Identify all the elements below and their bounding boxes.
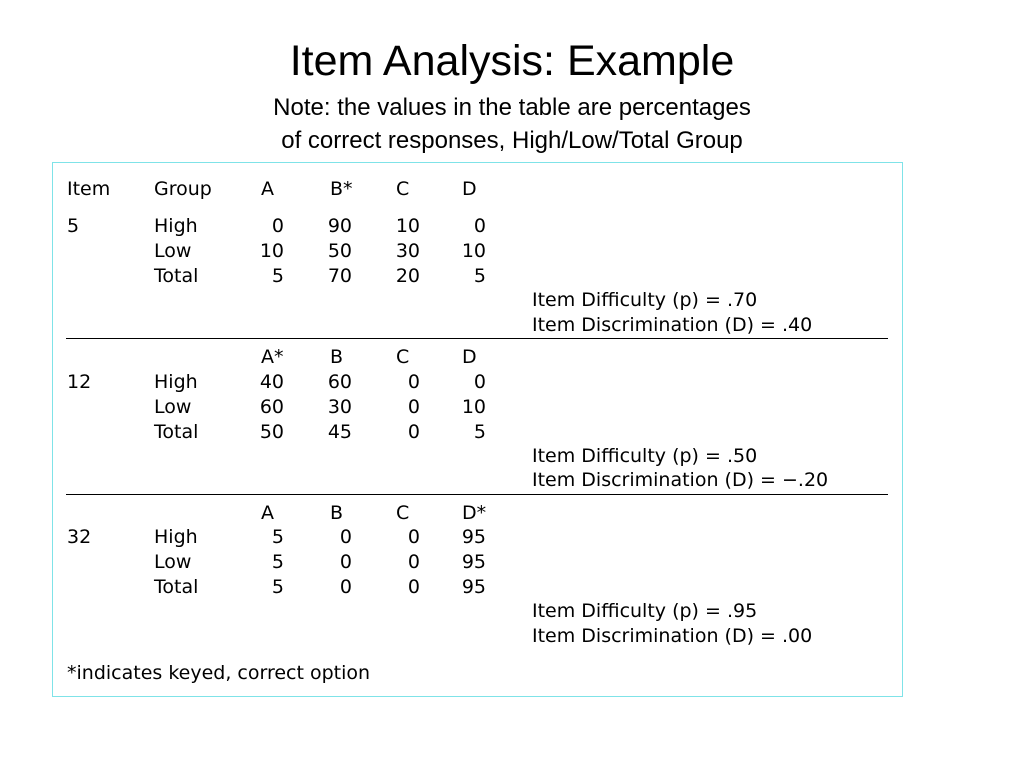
value-b: 0	[339, 576, 352, 598]
value-c: 0	[407, 576, 420, 598]
value-c: 30	[395, 240, 420, 262]
value-a: 40	[259, 371, 284, 393]
value-d: 5	[473, 265, 486, 287]
option-label-d: D*	[462, 502, 487, 524]
value-c: 0	[407, 421, 420, 443]
group-label: High	[154, 215, 198, 237]
value-b: 0	[339, 526, 352, 548]
item-number: 12	[67, 371, 92, 393]
value-c: 0	[407, 396, 420, 418]
item-difficulty: Item Difficulty (p) = .70	[532, 289, 758, 311]
option-label-d: D	[462, 346, 477, 368]
header-option-c: C	[396, 178, 410, 200]
value-a: 10	[259, 240, 284, 262]
footnote: *indicates keyed, correct option	[67, 662, 371, 684]
option-label-c: C	[396, 346, 410, 368]
block-divider	[66, 338, 888, 339]
value-a: 5	[271, 265, 284, 287]
note-line-2: of correct responses, High/Low/Total Group	[281, 127, 743, 154]
value-a: 5	[271, 551, 284, 573]
value-c: 20	[395, 265, 420, 287]
value-d: 10	[461, 396, 486, 418]
value-b: 30	[327, 396, 352, 418]
value-a: 50	[259, 421, 284, 443]
group-label: High	[154, 526, 198, 548]
header-item: Item	[67, 178, 111, 200]
value-d: 0	[473, 371, 486, 393]
option-label-a: A*	[261, 346, 284, 368]
item-discrimination: Item Discrimination (D) = .40	[532, 314, 813, 336]
value-d: 10	[461, 240, 486, 262]
group-label: Total	[154, 265, 199, 287]
value-c: 0	[407, 526, 420, 548]
value-a: 0	[271, 215, 284, 237]
value-a: 60	[259, 396, 284, 418]
group-label: High	[154, 371, 198, 393]
item-discrimination: Item Discrimination (D) = .00	[532, 625, 813, 647]
value-b: 45	[327, 421, 352, 443]
group-label: Low	[154, 551, 192, 573]
header-option-d: D	[462, 178, 477, 200]
value-d: 0	[473, 215, 486, 237]
value-b: 70	[327, 265, 352, 287]
value-d: 95	[461, 526, 486, 548]
group-label: Low	[154, 396, 192, 418]
option-label-b: B	[330, 346, 344, 368]
value-b: 0	[339, 551, 352, 573]
value-c: 10	[395, 215, 420, 237]
header-option-a: A	[261, 178, 274, 200]
item-difficulty: Item Difficulty (p) = .50	[532, 445, 758, 467]
option-label-c: C	[396, 502, 410, 524]
item-number: 32	[67, 526, 92, 548]
group-label: Low	[154, 240, 192, 262]
slide-title: Item Analysis: Example	[289, 37, 735, 85]
option-label-b: B	[330, 502, 344, 524]
option-label-a: A	[261, 502, 274, 524]
item-discrimination: Item Discrimination (D) = −.20	[532, 469, 829, 491]
value-c: 0	[407, 551, 420, 573]
value-d: 95	[461, 551, 486, 573]
note-line-1: Note: the values in the table are percentages	[273, 94, 751, 121]
value-d: 95	[461, 576, 486, 598]
value-a: 5	[271, 576, 284, 598]
group-label: Total	[154, 421, 199, 443]
value-a: 5	[271, 526, 284, 548]
value-b: 60	[327, 371, 352, 393]
header-option-b: B*	[330, 178, 353, 200]
header-group: Group	[154, 178, 212, 200]
value-b: 90	[327, 215, 352, 237]
item-difficulty: Item Difficulty (p) = .95	[532, 600, 758, 622]
value-b: 50	[327, 240, 352, 262]
value-c: 0	[407, 371, 420, 393]
block-divider	[66, 494, 888, 495]
item-number: 5	[67, 215, 80, 237]
group-label: Total	[154, 576, 199, 598]
value-d: 5	[473, 421, 486, 443]
